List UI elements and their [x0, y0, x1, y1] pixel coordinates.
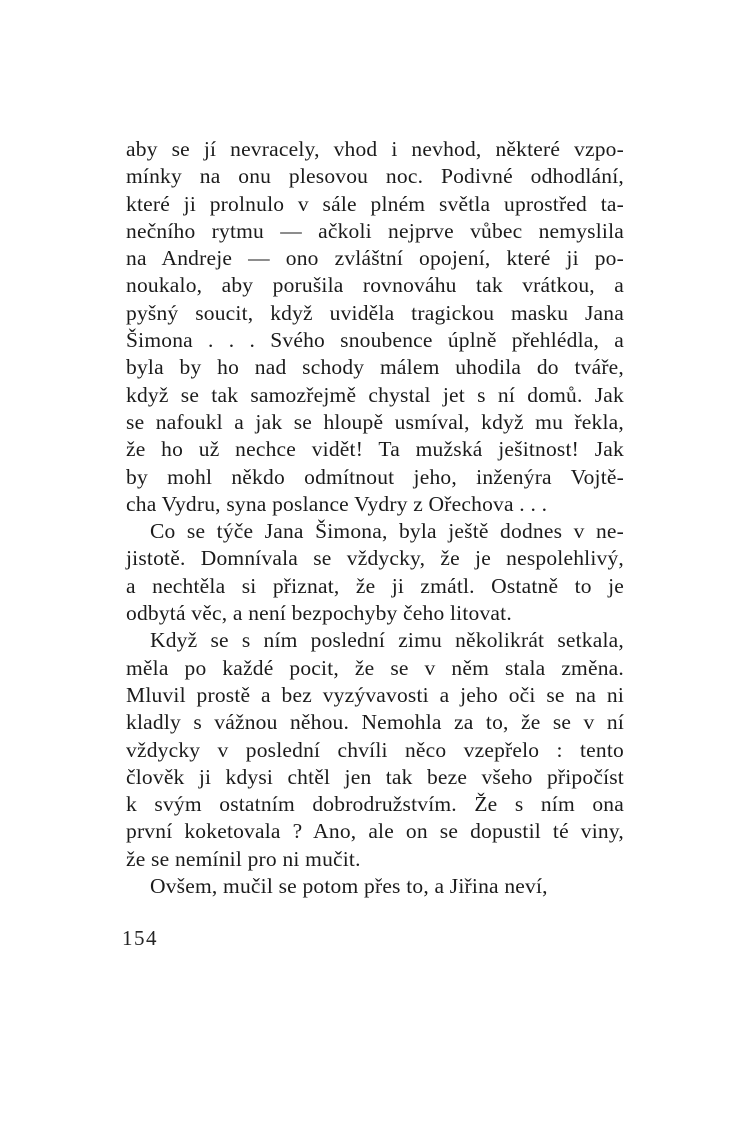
text-line: k svým ostatním dobrodružstvím. Že s ním ona	[126, 792, 624, 817]
text-line: noukalo, aby porušila rovnováhu tak vrátkou, a	[126, 273, 624, 298]
text-line: odbytá věc, a není bezpochyby čeho litovat.	[126, 601, 512, 626]
text-line: a nechtěla si přiznat, že ji zmátl. Ostatně to je	[126, 573, 624, 598]
text-line: Když se s ním poslední zimu několikrát setkala,	[150, 628, 624, 653]
text-line: pyšný soucit, když uviděla tragickou masku Jana	[126, 300, 624, 325]
text-line: cha Vydru, syna poslance Vydry z Ořechova . . .	[126, 491, 548, 516]
text-line: mínky na onu plesovou noc. Podivné odhodlání,	[126, 164, 624, 189]
text-line: Co se týče Jana Šimona, byla ještě dodnes v ne-	[150, 519, 624, 544]
paragraph	[126, 627, 624, 873]
page-text	[126, 136, 624, 900]
text-line: by mohl někdo odmítnout jeho, inženýra Vojtě-	[126, 464, 624, 489]
text-line: Šimona . . . Svého snoubence úplně přehlédla, a	[126, 328, 624, 353]
text-line: se nafoukl a jak se hloupě usmíval, když mu řekla,	[126, 409, 624, 434]
text-line: Ovšem, mučil se potom přes to, a Jiřina neví,	[150, 874, 548, 899]
text-line: na Andreje — ono zvláštní opojení, které ji po-	[126, 246, 624, 271]
text-line: které ji prolnulo v sále plném světla uprostřed ta-	[126, 191, 624, 216]
text-line: měla po každé pocit, že se v něm stala změna.	[126, 655, 624, 680]
text-line: vždycky v poslední chvíli něco vzepřelo : tento	[126, 737, 624, 762]
page-number: 154	[122, 926, 158, 950]
text-line: Mluvil prostě a bez vyzývavosti a jeho oči se na ni	[126, 682, 624, 707]
paragraph	[126, 873, 624, 900]
text-line: člověk ji kdysi chtěl jen tak beze všeho připočíst	[126, 764, 624, 789]
text-line: nečního rytmu — ačkoli nejprve vůbec nemyslila	[126, 218, 624, 243]
text-line: že se nemínil pro ni mučit.	[126, 846, 361, 871]
text-line: první koketovala ? Ano, ale on se dopustil té viny,	[126, 819, 624, 844]
paragraph	[126, 136, 624, 518]
text-line: kladly s vážnou něhou. Nemohla za to, že se v ní	[126, 710, 624, 735]
text-line: jistotě. Domnívala se vždycky, že je nespolehlivý,	[126, 546, 624, 571]
text-line: byla by ho nad schody málem uhodila do tváře,	[126, 355, 624, 380]
text-line: aby se jí nevracely, vhod i nevhod, některé vzpo-	[126, 137, 624, 161]
paragraph	[126, 518, 624, 627]
text-line: že ho už nechce vidět! Ta mužská ješitnost! Jak	[126, 437, 624, 462]
text-line: když se tak samozřejmě chystal jet s ní domů. Jak	[126, 382, 624, 407]
